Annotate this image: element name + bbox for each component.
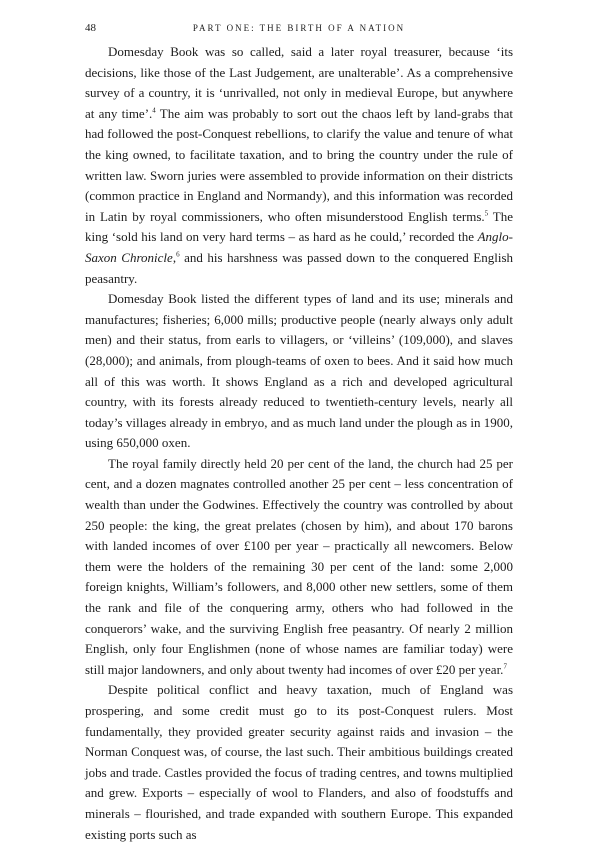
paragraph [85,680,513,845]
body-text [85,42,513,845]
book-page [85,17,513,845]
italic-title: Anglo-Saxon Chronicle [85,229,513,265]
text-segment: Despite political conflict and heavy taxation, much of England was prospering, and some credit must go to its post-Conquest rulers. Most fundamentally, they provided greater security against raids and invasion – the Norman Conquest was, of course, the last such. Their ambitious buildings created jobs and trade. Castles provided the focus of trading centres, and towns multiplied and grew. Exports – especially of wool to Flanders, and also of foodstuffs and minerals – flourished, and trade expanded with southern Europe. This expanded existing ports such as [85,682,513,842]
text-segment: The king ‘sold his land on very hard terms – as hard as he could,’ recorded the [85,208,513,245]
text-segment: and his harshness was passed down to the conquered English peasantry. [85,249,514,286]
paragraph [85,289,513,454]
text-segment: Domesday Book was so called, said a later royal treasurer, because ‘its decisions, like those of the Last Judgement, are unalterable’. As a comprehensive survey of a country, it is ‘unrivalled, not only in medieval Europe, but anywhere at any time’. [85,44,513,121]
footnote-marker: 6 [176,250,180,259]
footnote-marker: 7 [503,662,507,671]
text-segment: Domesday Book listed the different types of land and its use; minerals and manufactures; fisheries; 6,000 mills; productive people (nearly always only adult men) and their status, from earls to villagers, or ‘villeins’ (109,000), and slaves (28,000); and animals, from plough-teams of oxen to bees. And it said how much all of this was worth. It shows England as a rich and developed agricultural country, with its forests already reduced to twentieth-century levels, nearly all today’s villages already in embryo, and as much land under the plough as in 1900, using 650,000 oxen. [85,291,513,451]
text-segment: , [172,249,177,265]
paragraph [85,42,513,289]
running-head: PART ONE: THE BIRTH OF A NATION [192,23,406,33]
text-segment: The royal family directly held 20 per cent of the land, the church had 25 per cent, and a dozen magnates controlled another 25 per cent – less concentration of wealth than under the Godwines. Effectively the country was controlled by about 250 people: the king, the great prelates (chosen by him), and about 170 barons with landed incomes of over £100 per year – practically all newcomers. Below them were the holders of the remaining 30 per cent of the land: some 2,000 foreign knights, William’s followers, and 8,000 other new settlers, some of them the rank and file of the conquering army, others who had followed in the conquerors’ wake, and the surviving English free peasantry. Of nearly 2 million English, only four Englishmen (none of whose names are familiar today) were still major landowners, and only about twenty had incomes of over £20 per year. [85,455,513,677]
page-header [85,17,513,39]
footnote-marker: 4 [152,106,156,115]
footnote-marker: 5 [484,209,489,218]
page-number: 48 [85,22,96,34]
text-segment: The aim was probably to sort out the chaos left by land-grabs that had followed the post-Conquest rebellions, to clarify the value and tenure of what the king owned, to facilitate taxation, and to bring the country under the rule of written law. Sworn juries were assembled to provide information on their districts (common practice in England and Normandy), and this information was recorded in Latin by royal commissioners, who often misunderstood English terms. [85,105,513,224]
paragraph [85,454,513,681]
